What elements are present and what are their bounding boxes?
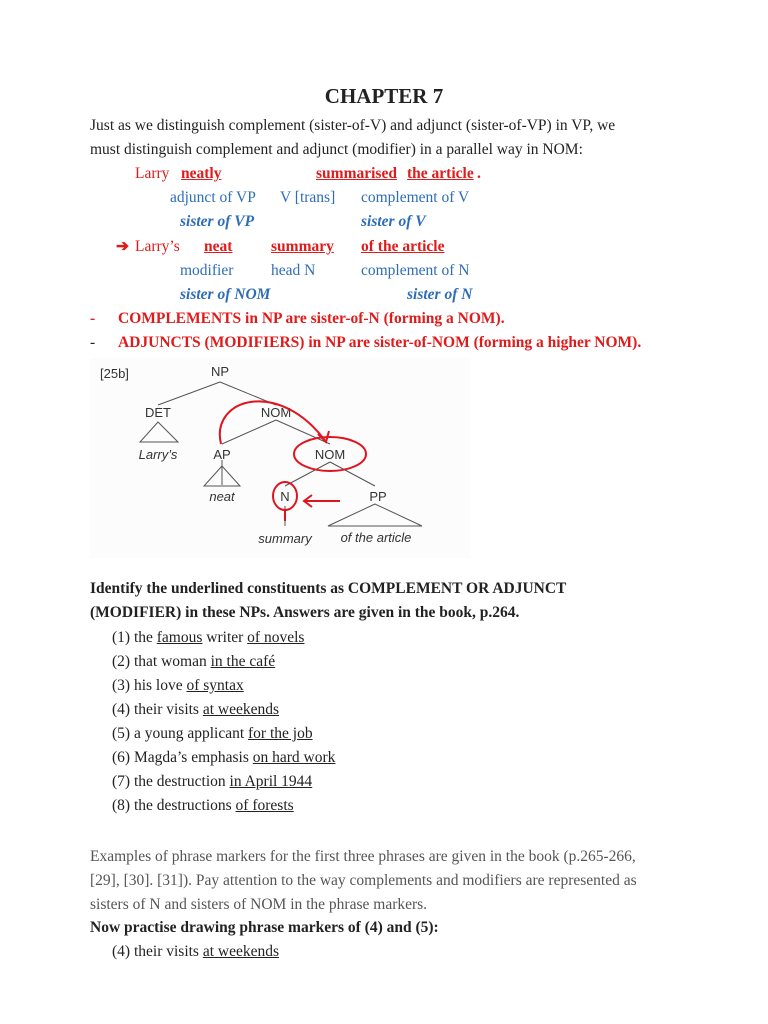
node-n: N <box>280 489 290 504</box>
vp-subject: Larry <box>135 165 170 182</box>
underlined-constituent: in April 1944 <box>229 773 313 790</box>
page-title: CHAPTER 7 <box>324 84 444 108</box>
complement-of-v-label: complement of V <box>361 189 470 206</box>
vp-verb: summarised <box>316 165 397 182</box>
rule-adjuncts: ADJUNCTS (MODIFIERS) in NP are sister-of-NOM (forming a higher NOM). <box>118 334 642 351</box>
head-n-label: head N <box>271 262 316 279</box>
underlined-constituent: of forests <box>235 797 294 814</box>
adjunct-of-vp-label: adjunct of VP <box>170 189 256 206</box>
underlined-constituent: famous <box>156 629 203 646</box>
complement-of-n-label: complement of N <box>361 262 470 279</box>
exercise-item-6: (6) Magda’s emphasis on hard work <box>112 749 336 766</box>
sister-of-vp-label: sister of VP <box>180 213 255 230</box>
np-noun: summary <box>271 238 334 255</box>
exercise-heading-2: (MODIFIER) in these NPs. Answers are given in the book, p.264. <box>90 604 520 621</box>
sister-of-v-label: sister of V <box>361 213 426 230</box>
exercise-item-4: (4) their visits at weekends <box>112 701 280 718</box>
node-larrys: Larry’s <box>138 447 178 462</box>
vp-object: the article <box>407 165 474 182</box>
examples-line-1: Examples of phrase markers for the first three phrases are given in the book (p.265-266, <box>90 848 636 865</box>
exercise-item-7: (7) the destruction in April 1944 <box>112 773 313 790</box>
exercise-item-2: (2) that woman in the café <box>112 653 276 670</box>
tree-label: [25b] <box>100 366 129 381</box>
arrow-icon: ➔ <box>116 238 129 255</box>
underlined-constituent: for the job <box>248 725 313 742</box>
exercise-item-5: (5) a young applicant for the job <box>112 725 313 742</box>
node-nom-top: NOM <box>260 405 292 420</box>
node-of-the-article: of the article <box>340 530 412 545</box>
node-ap: AP <box>213 447 231 462</box>
np-possessor: Larry’s <box>135 238 180 255</box>
practice-item-4: (4) their visits at weekends <box>112 943 280 960</box>
intro-line-2: must distinguish complement and adjunct (modifier) in a parallel way in NOM: <box>90 141 583 158</box>
underlined-constituent: at weekends <box>202 701 280 718</box>
underlined-constituent: of syntax <box>186 677 244 694</box>
node-np: NP <box>210 364 230 379</box>
node-det: DET <box>145 405 171 420</box>
node-nom-low: NOM <box>314 447 346 462</box>
exercise-heading-1: Identify the underlined constituents as COMPLEMENT OR ADJUNCT <box>90 580 567 597</box>
examples-line-2: [29], [30]. [31]). Pay attention to the way complements and modifiers are represented as <box>90 872 637 889</box>
phrase-marker-tree <box>90 358 470 558</box>
vp-adverb: neatly <box>181 165 222 182</box>
rule-2-dash: - <box>90 334 96 351</box>
exercise-item-3: (3) his love of syntax <box>112 677 244 694</box>
sister-of-n-label: sister of N <box>407 286 473 303</box>
verb-trans-label: V [trans] <box>280 189 336 206</box>
rule-complements: COMPLEMENTS in NP are sister-of-N (forming a NOM). <box>118 310 505 327</box>
node-summary: summary <box>258 531 312 546</box>
rule-1-dash: - <box>90 310 96 327</box>
examples-line-3: sisters of N and sisters of NOM in the phrase markers. <box>90 896 428 913</box>
modifier-label: modifier <box>180 262 234 279</box>
np-pp: of the article <box>361 238 445 255</box>
exercise-item-8: (8) the destructions of forests <box>112 797 294 814</box>
underlined-constituent: of novels <box>247 629 305 646</box>
node-pp: PP <box>369 489 387 504</box>
intro-line-1: Just as we distinguish complement (sister-of-V) and adjunct (sister-of-VP) in VP, we <box>90 117 616 134</box>
np-adjective: neat <box>204 238 233 255</box>
sister-of-nom-label: sister of NOM <box>180 286 271 303</box>
node-neat: neat <box>209 489 235 504</box>
underlined-constituent: on hard work <box>252 749 336 766</box>
underlined-constituent: at weekends <box>202 943 280 960</box>
underlined-constituent: in the café <box>210 653 276 670</box>
practice-instruction: Now practise drawing phrase markers of (4) and (5): <box>90 919 439 936</box>
vp-period: . <box>477 165 481 182</box>
exercise-item-1: (1) the famous writer of novels <box>112 629 305 646</box>
